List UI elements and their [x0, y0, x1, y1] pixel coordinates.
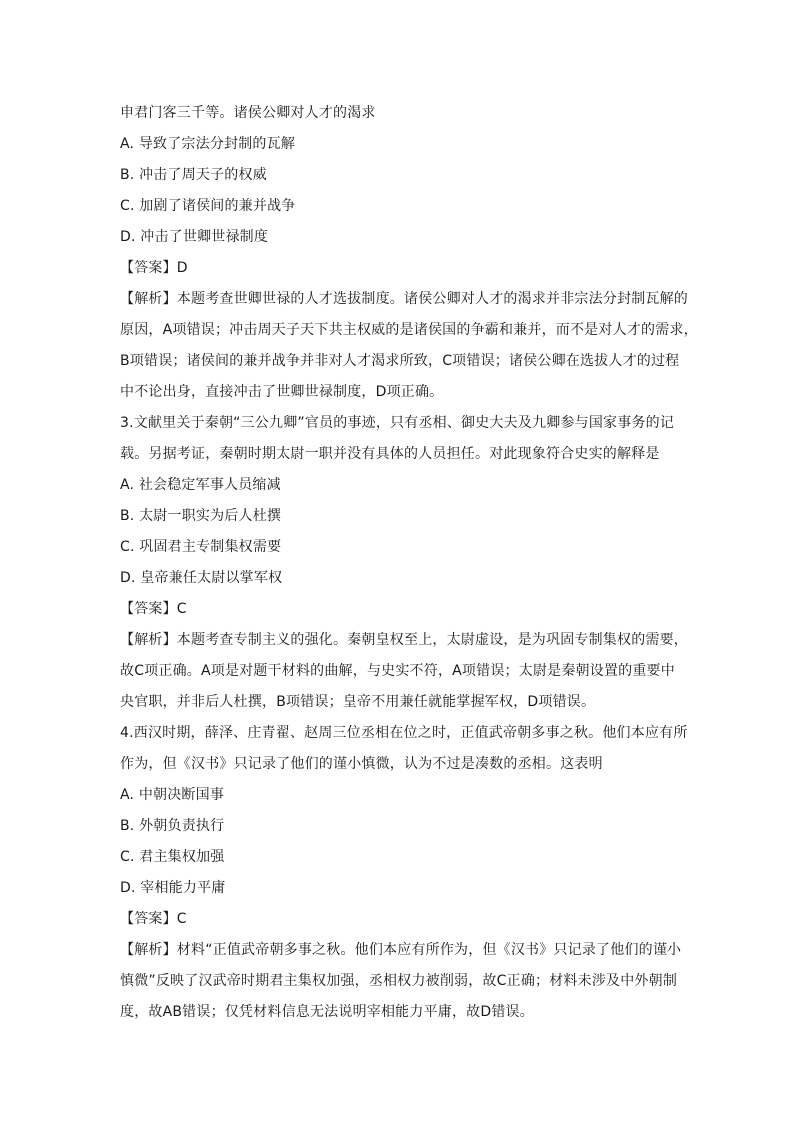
q4-analysis-line: 【解析】材料“正值武帝朝多事之秋。他们本应有所作为，但《汉书》只记录了他们的谨小: [120, 942, 682, 958]
q3-answer: 【答案】C: [120, 601, 187, 617]
q2-analysis-line: 原因，A项错误；冲击周天子天下共主权威的是诸侯国的争霸和兼并，而不是对人才的需求，: [120, 322, 698, 338]
q4-analysis-line: 度，故AB错误；仅凭材料信息无法说明宰相能力平庸，故D错误。: [120, 1004, 534, 1020]
q2-option-d: D. 冲击了世卿世禄制度: [120, 229, 269, 245]
document-page: [120, 98, 698, 1028]
q4-analysis-line: 慎微”反映了汉武帝时期君主集权加强，丞相权力被削弱，故C正确；材料未涉及中外朝制: [120, 973, 678, 989]
q2-analysis-line: 【解析】本题考查世卿世禄的人才选拔制度。诸侯公卿对人才的渴求并非宗法分封制瓦解的: [120, 291, 688, 307]
q4-option-c: C. 君主集权加强: [120, 849, 225, 865]
q2-stem-tail: 申君门客三千等。诸侯公卿对人才的渴求: [120, 105, 376, 121]
q3-stem-line: 3.文献里关于秦朝“三公九卿”官员的事迹，只有丞相、御史大夫及九卿参与国家事务的记: [120, 415, 675, 431]
q3-option-c: C. 巩固君主专制集权需要: [120, 539, 282, 555]
q4-answer: 【答案】C: [120, 911, 187, 927]
q4-analysis: [120, 935, 680, 1028]
q2-answer: 【答案】D: [120, 260, 188, 276]
q4-option-d: D. 宰相能力平庸: [120, 880, 226, 896]
q3-option-d: D. 皇帝兼任太尉以掌军权: [120, 570, 283, 586]
q3-stem: [120, 408, 680, 470]
q4-stem-line: 4.西汉时期，薛泽、庄青翟、赵周三位丞相在位之时，正值武帝朝多事之秋。他们本应有所: [120, 725, 688, 741]
q2-option-c: C. 加剧了诸侯间的兼并战争: [120, 198, 296, 214]
q3-analysis-line: 【解析】本题考查专制主义的强化。秦朝皇权至上，太尉虚设，是为巩固专制集权的需要，: [120, 632, 688, 648]
q4-stem: [120, 718, 688, 780]
q2-analysis-line: B项错误；诸侯间的兼并战争并非对人才渴求所致，C项错误；诸侯公卿在选拔人才的过程: [120, 353, 680, 369]
q3-analysis: [120, 625, 688, 718]
q3-option-a: A. 社会稳定军事人员缩减: [120, 477, 281, 493]
q2-analysis-line: 中不论出身，直接冲击了世卿世禄制度，D项正确。: [120, 384, 444, 400]
q3-analysis-line: 故C项正确。A项是对题干材料的曲解，与史实不符，A项错误；太尉是秦朝设置的重要中: [120, 663, 675, 679]
q2-option-a: A. 导致了宗法分封制的瓦解: [120, 136, 296, 152]
q4-option-b: B. 外朝负责执行: [120, 818, 225, 834]
q3-option-b: B. 太尉一职实为后人杜撰: [120, 508, 282, 524]
q3-stem-line: 载。另据考证，秦朝时期太尉一职并没有具体的人员担任。对此现象符合史实的解释是: [120, 446, 660, 462]
q3-analysis-line: 央官职，并非后人杜撰，B项错误；皇帝不用兼任就能掌握军权，D项错误。: [120, 694, 596, 710]
q4-stem-line: 作为，但《汉书》只记录了他们的谨小慎微，认为不过是凑数的丞相。这表明: [120, 756, 603, 772]
q2-option-b: B. 冲击了周天子的权威: [120, 167, 267, 183]
q2-analysis: [120, 284, 698, 408]
q4-option-a: A. 中朝决断国事: [120, 787, 225, 803]
